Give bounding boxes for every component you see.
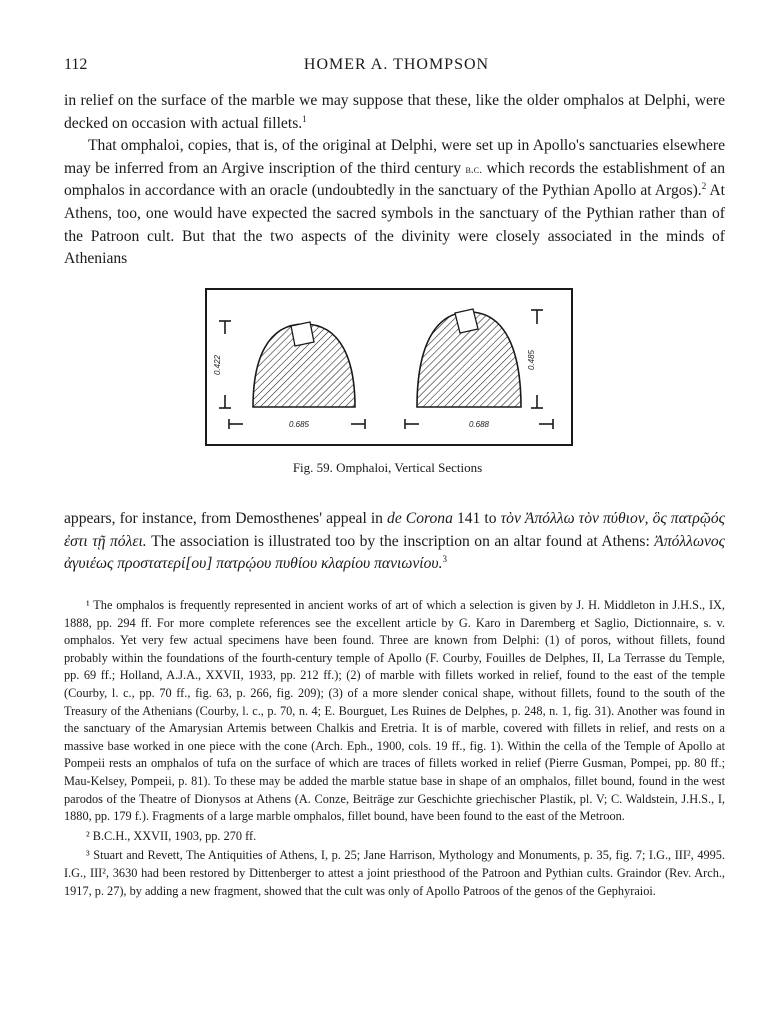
left-height-label: 0.422 [213,354,222,376]
page-header [64,56,729,78]
paragraph-continuation: in relief on the surface of the marble we may suppose that these, like the older omphalos at Delphi, were decked on occasion with actual fillets.$^1$ [64,92,725,132]
greek-inscription: Ἀπόλλωνος ἀγυιέως προστατερί[ου] πατρῴου πυθίου κλαρίου πανιωνίου. [64,532,725,573]
right-height-label: 0.485 [527,349,536,371]
de-corona-title: de Corona [387,510,453,527]
right-width-label: 0.688 [468,420,490,429]
omphalos-right-top-cut [455,309,478,333]
body-text-upper [64,90,725,271]
figure-caption: Fig. 59. Omphaloi, Vertical Sections [292,460,483,475]
footnotes [64,597,725,902]
omphalos-left-top-cut [291,322,314,346]
footnote-ref-1[interactable]: 1 [302,113,307,124]
greek-quote-demosthenes: τὸν Ἀπόλλω τὸν πύθιον, ὃς πατρῷός ἐστι τῇ πόλει. [64,510,725,550]
running-head: HOMER A. THOMPSON [303,56,490,73]
bc-abbrev: b.c. [465,161,483,176]
footnote-ref-2[interactable]: 2 [701,181,707,192]
paragraph-omphaloi: That omphaloi, copies, that is, of the original at Delphi, were set up in Apollo's sanctuaries elsewhere may be inferred from an Argive inscription of the third century b.c. which records the establishment of an omphalos in accordance with an oracle (undoubtedly in the sanctuary of the Pythian Apollo at Argos).$^2$ At Athens, too, one would have expected the sacred symbols in the sanctuary of the Pythian rather than of the Patroon cult. But that the two aspects of the divinity were closely associated in the minds of Athenians [64,137,726,268]
footnote-1: ¹ The omphalos is frequently represented in ancient works of art of which a selection is given by J. H. Middleton in J.H.S., IX, 1888, pp. 294 ff. For more complete references see the excellent article by G. Karo in Daremberg et Saglio, Dictionnaire, s. v. omphalos. Yet very few actual specimens have been found. Three are known from Delphi: (1) of poros, without fillets, found probably within the foundations of the fourth-century temple of Apollo (F. Courby, Fouilles de Delphes, II, La Terrasse du Temple, pp. 69 ff.; Holland, A.J.A., XXVII, 1933, pp. 212 ff.); (2) of marble with fillets worked in relief, found to the east of the temple (Courby, l. c., pp. 70 ff., fig. 63, p. 266, fig. 209); (3) of a more slender conical shape, without fillets, found to the south of the Treasury of the Athenians (Courby, l. c., p. 70, n. 4; E. Bourguet, Les Ruines de Delphes, p. 248, n. 1, fig. 31). Another was found in the sanctuary of the Amarysian Artemis between Chalkis and Eretria. It is of marble, covered with fillets in relief, and rests on a massive base worked in one piece with the cone (Arch. Eph., 1900, cols. 19 ff., fig. 1). Within the cella of the Temple of Apollo at Pompeii rests an omphalos of tufa on the surface of which are traces of fillets worked in relief (Pierre Gusman, Pompei, pp. 80 ff.; Mau-Kelsey, Pompeii, p. 81). To these may be added the marble statue base in shape of an omphalos, fillet bound, found in the west parodos of the Theatre of Dionysos at Athens (A. Conze, Beiträge zur Geschichte griechischer Plastik, pl. V; C. Waldstein, J.H.S., I, 1880, pp. 179 f.). Fragments of a large marble omphalos, fillet bound, have been found to the east of the Metroon. [64,598,725,824]
figure-omphaloi-sections [205,288,573,446]
paragraph-demosthenes: appears, for instance, from Demosthenes' appeal in de Corona 141 to τὸν Ἀπόλλω τὸν πύθιον, ὃς πατρῷός ἐστι τῇ πόλει. The association is illustrated too by the inscription on an altar found at Athens: Ἀπόλλωνος ἀγυιέως προστατερί[ου] πατρῴου πυθίου κλαρίου πανιωνίου.$^3$ [64,510,725,573]
body-text-lower [64,508,725,576]
footnote-3: ³ Stuart and Revett, The Antiquities of Athens, I, p. 25; Jane Harrison, Mythology and Monuments, p. 35, fig. 7; I.G., III², 4995. I.G., III², 3630 had been restored by Dittenberger to attest a joint priesthood of the Patroon and Pythian cults. Graindor (Rev. Arch., 1917, p. 27), by adding a new fragment, showed that the cult was only of Apollo Patroos of the genos of the Gephyraioi. [64,848,725,898]
page-number: 112 [64,56,88,73]
footnote-ref-3[interactable]: 3 [442,554,447,564]
left-width-label: 0.685 [288,420,310,429]
footnote-2: ² B.C.H., XXVII, 1903, pp. 270 ff. [86,828,257,843]
